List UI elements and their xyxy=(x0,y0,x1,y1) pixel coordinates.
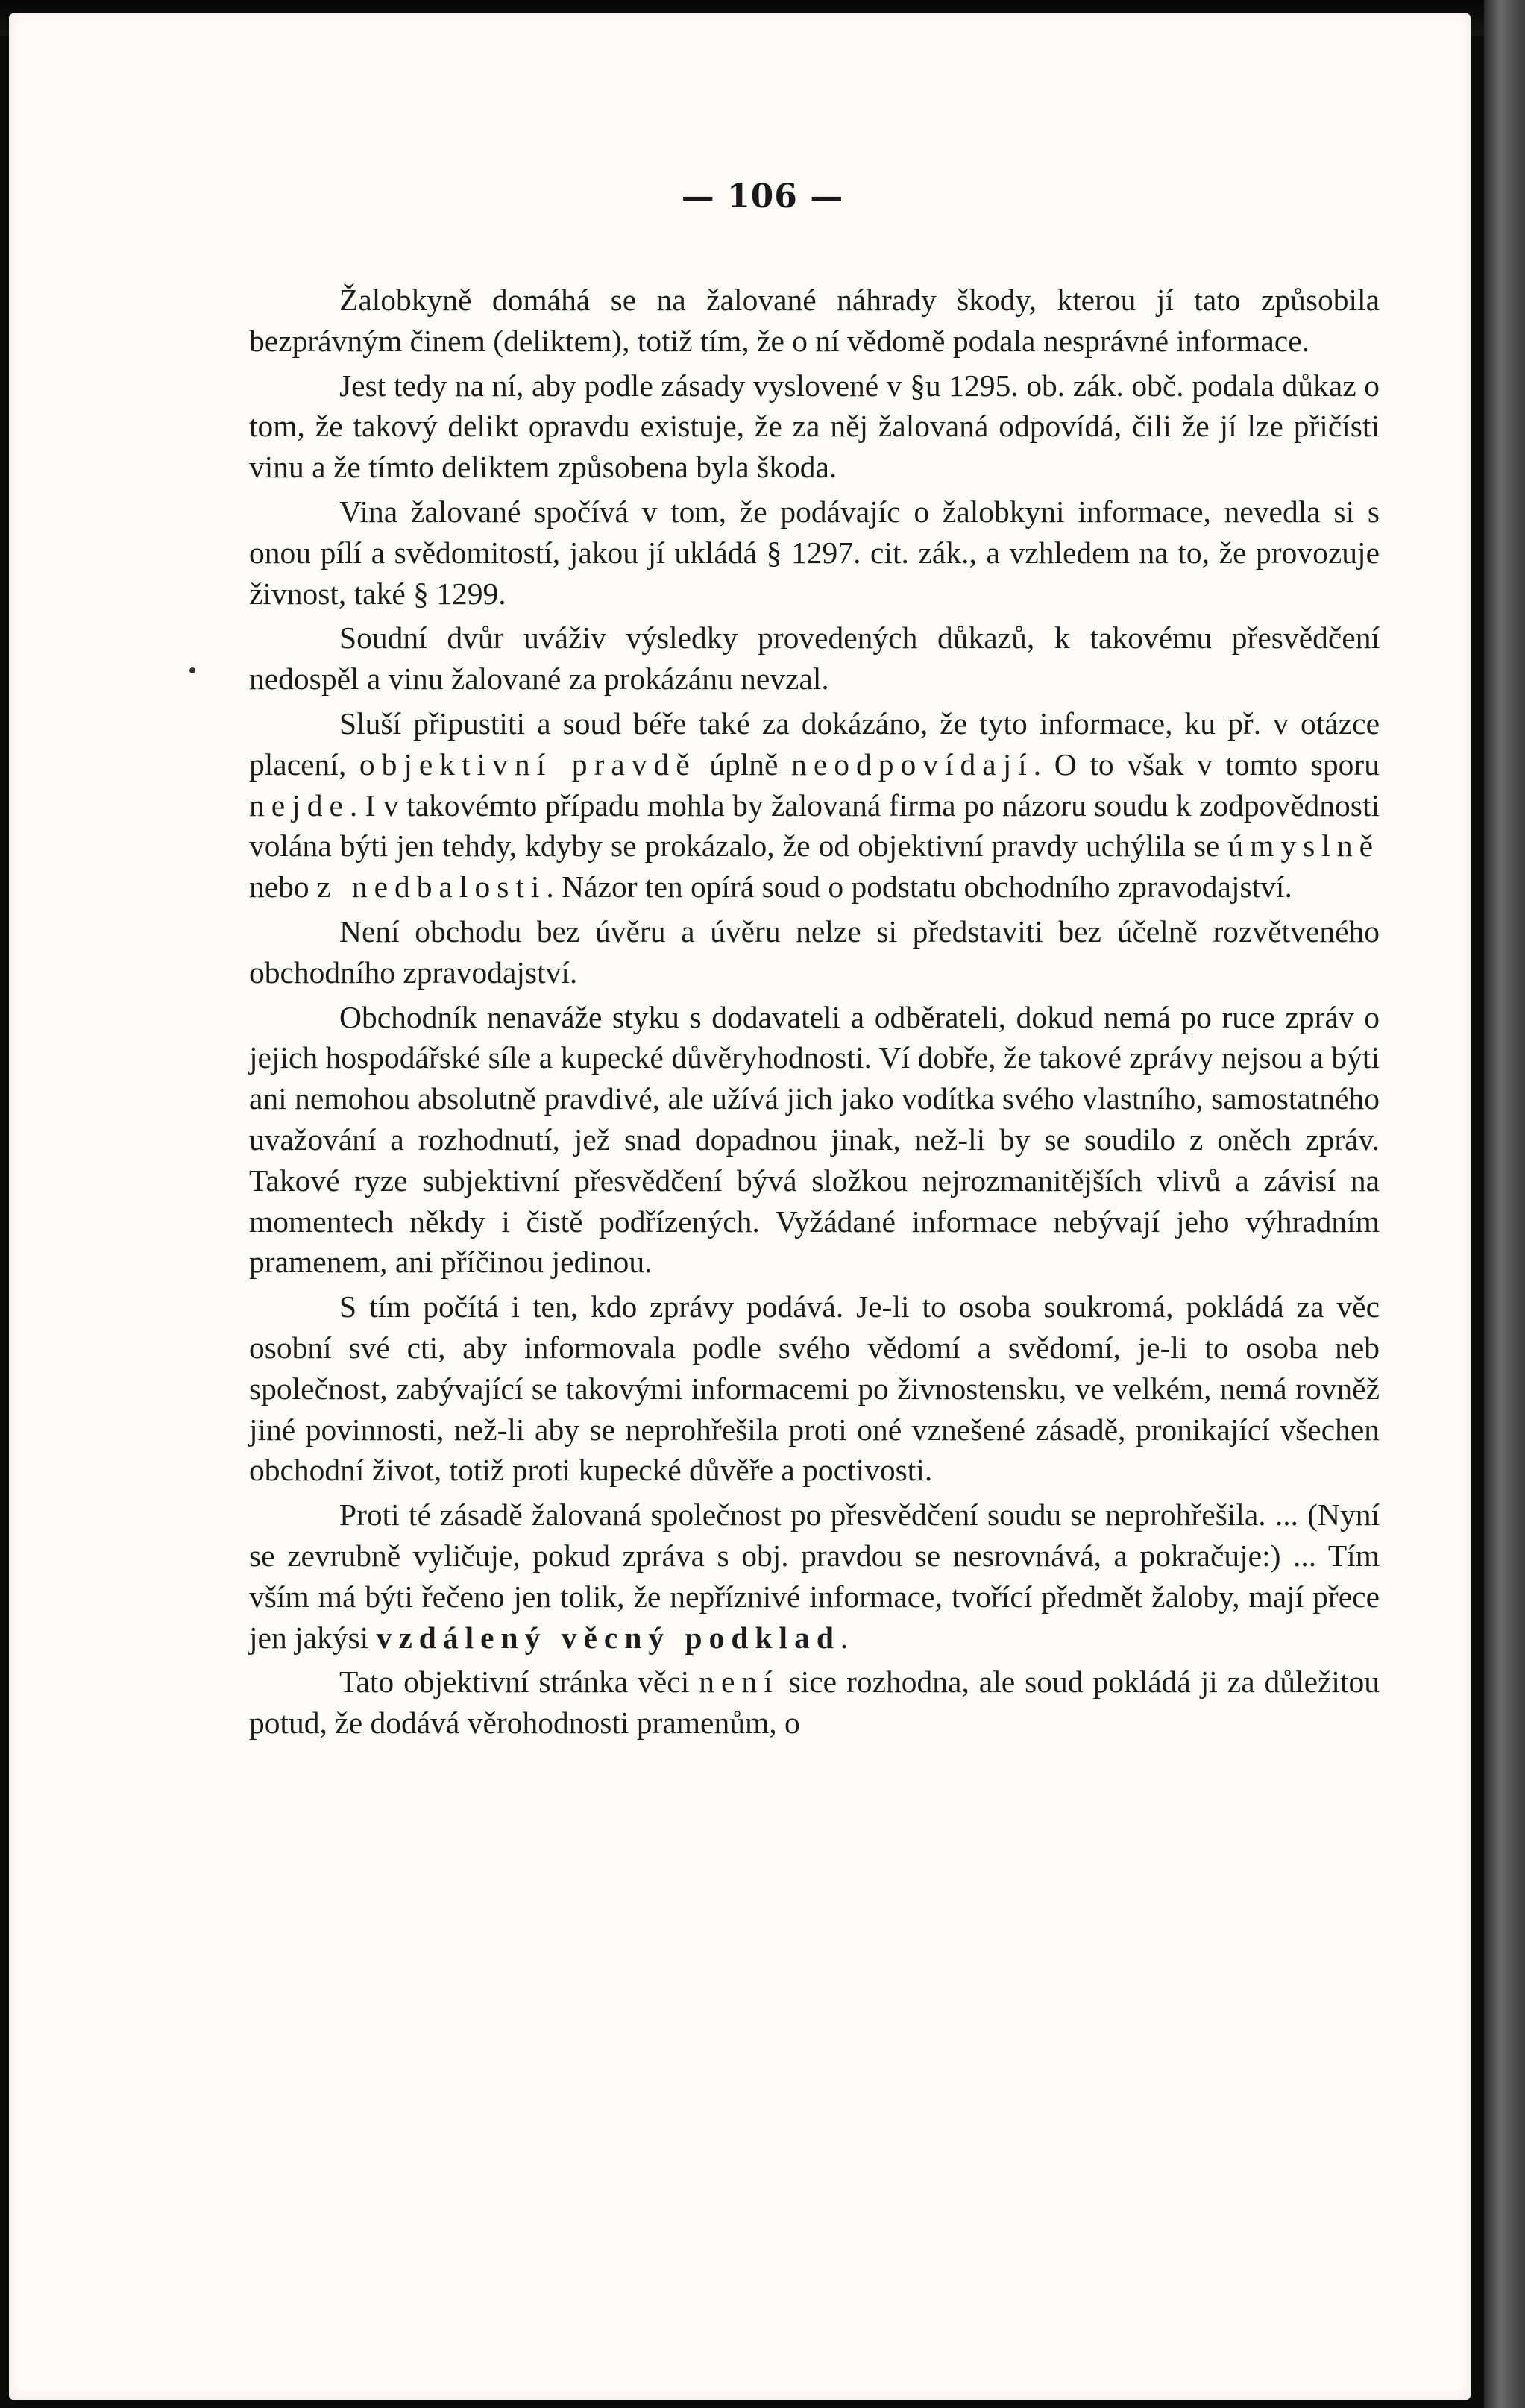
paragraph-10: Tato objektivní stránka věci není sice rozhodna, ale soud pokládá ji za důležitou potud, že dodává věrohodnosti pramenům, o xyxy=(249,1664,1380,1741)
body-text xyxy=(249,280,1380,1744)
scan-speck xyxy=(189,667,195,673)
paragraph-4: Soudní dvůr uváživ výsledky provedených důkazů, k takovému přesvědčení nedospěl a vinu žalované za prokázánu nevzal. xyxy=(249,620,1380,697)
paragraph-3: Vina žalované spočívá v tom, že podávajíc o žalobkyni informace, nevedla si s onou pílí a svědomitostí, jakou jí ukládá § 1297. cit. zák., a vzhledem na to, že provozuje živnost, také § 1299. xyxy=(249,494,1380,611)
paragraph-9: Proti té zásadě žalovaná společnost po přesvědčení soudu se neprohřešila. ... (Nyní se zevrubně vyličuje, pokud zpráva s obj. pravdou se nesrovnává, a pokračuje:) ... Tím vším má býti řečeno jen tolik, že nepříznivé informace, tvořící předmět žaloby, mají přece jen jakýsi vzdálený věcný podklad. xyxy=(249,1497,1380,1655)
spaced-emphasis: úmyslně xyxy=(1227,829,1380,864)
spaced-emphasis: objektivní pravdě xyxy=(359,746,697,782)
paragraph-8: S tím počítá i ten, kdo zprávy podává. Je-li to osoba soukromá, pokládá za věc osobní své cti, aby informovala podle svého vědomí a svědomí, je-li to osoba neb společnost, zabývající se takovými informacemi po živnostensku, ve velkém, nemá rovněž jiné povinnosti, než-li aby se neprohřešila proti oné vznešené zásadě, pronikající všechen obchodní život, totiž proti kupecké důvěře a poctivosti. xyxy=(249,1289,1380,1488)
paragraph-2: Jest tedy na ní, aby podle zásady vyslovené v §u 1295. ob. zák. obč. podala důkaz o tom, že takový delikt opravdu existuje, že za něj žalovaná odpovídá, čili že jí lze přičísti vinu a že tímto deliktem způsobena byla škoda. xyxy=(249,368,1380,485)
spaced-emphasis: vzdálený věcný podklad xyxy=(376,1620,840,1655)
paragraph-5: Sluší připustiti a soud béře také za dokázáno, že tyto informace, ku př. v otázce placení, objektivní pravdě úplně neodpovídají. O to však v tomto sporu nejde. I v takovémto případu mohla by žalovaná firma po názoru soudu k zodpovědnosti volána býti jen tehdy, kdyby se prokázalo, že od objektivní pravdy uchýlila se úmyslně nebo z nedbalosti. Názor ten opírá soud o podstatu obchodního zpravodajství. xyxy=(249,705,1380,905)
page-number: — 106 — xyxy=(681,177,844,216)
paragraph-6: Není obchodu bez úvěru a úvěru nelze si představiti bez účelně rozvětveného obchodního zpravodajství. xyxy=(249,914,1380,990)
spaced-emphasis: z nedbalosti xyxy=(317,870,547,905)
spaced-emphasis: neodpovídají xyxy=(791,746,1034,782)
spaced-emphasis: není xyxy=(699,1664,779,1700)
scan-border-right xyxy=(1484,0,1525,2408)
paragraph-7: Obchodník nenaváže styku s dodavateli a odběrateli, dokud nemá po ruce zpráv o jejich hospodářské síle a kupecké důvěryhodnosti. Ví dobře, že takové zprávy nejsou a býti ani nemohou absolutně pravdivé, ale užívá jich jako vodítka svého vlastního, samostatného uvažování a rozhodnutí, jež snad dopadnou jinak, než-li by se soudilo z oněch zpráv. Takové ryze subjektivní přesvědčení bývá složkou nejrozmanitějších vlivů a závisí na momentech někdy i čistě podřízených. Vyžádané informace nebývají jeho výhradním pramenem, ani příčinou jedinou. xyxy=(249,999,1380,1280)
spaced-emphasis: nejde xyxy=(249,788,350,823)
paragraph-1: Žalobkyně domáhá se na žalované náhrady škody, kterou jí tato způsobila bezprávným činem (deliktem), totiž tím, že o ní vědomě podala nesprávné informace. xyxy=(249,283,1380,358)
